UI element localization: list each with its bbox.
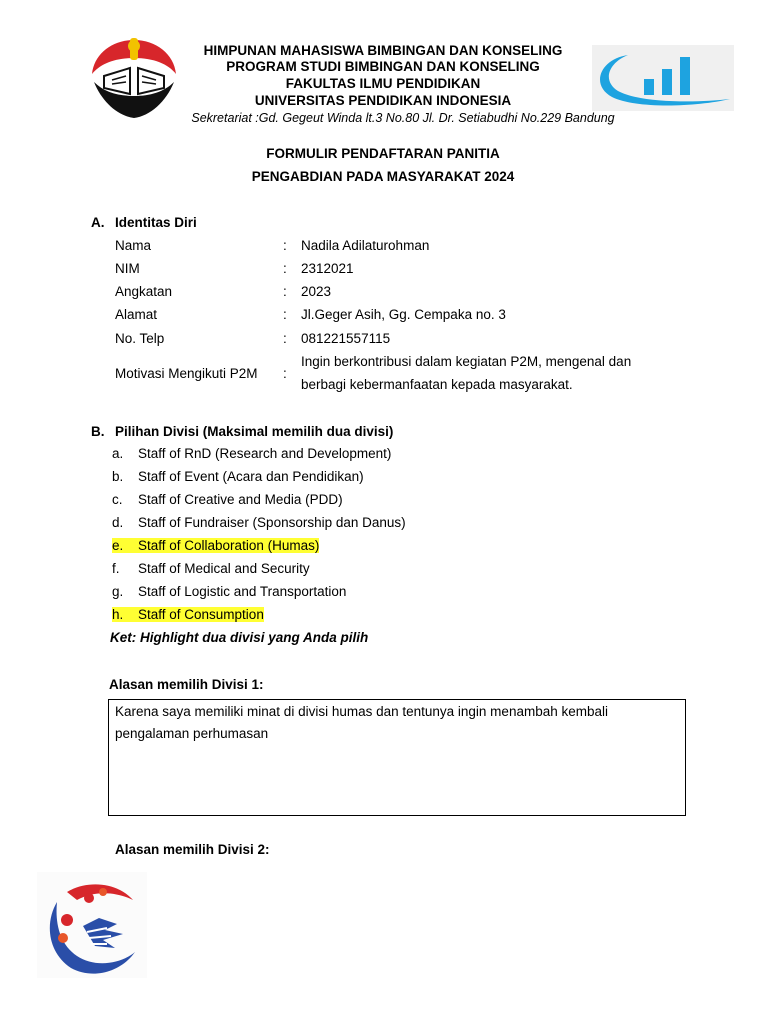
hand-figures-logo	[37, 872, 147, 978]
section-b-letter: B.	[91, 424, 105, 439]
org-name-line-1: HIMPUNAN MAHASISWA BIMBINGAN DAN KONSELING	[203, 43, 563, 58]
section-a-letter: A.	[91, 215, 105, 230]
division-item-g	[112, 584, 346, 599]
division-label: Staff of Medical and Security	[138, 561, 310, 576]
field-label-no-telp: No. Telp	[115, 331, 165, 346]
division-item-f	[112, 561, 310, 576]
reason-1-title: Alasan memilih Divisi 1:	[109, 677, 264, 692]
division-label: Staff of Collaboration (Humas)	[138, 538, 320, 553]
division-letter: b.	[112, 469, 124, 484]
division-label: Staff of Event (Acara dan Pendidikan)	[138, 469, 364, 484]
org-name-line-4: UNIVERSITAS PENDIDIKAN INDONESIA	[254, 93, 512, 108]
field-colon: :	[283, 261, 287, 276]
division-label: Staff of Fundraiser (Sponsorship dan Danus)	[138, 515, 406, 530]
section-a-title: Identitas Diri	[115, 215, 197, 230]
section-b-title: Pilihan Divisi (Maksimal memilih dua divisi)	[115, 424, 394, 439]
highlight-note: Ket: Highlight dua divisi yang Anda pilih	[110, 630, 369, 645]
division-item-e-selected	[112, 538, 319, 553]
division-letter: a.	[112, 446, 124, 461]
division-item-c	[112, 492, 343, 507]
division-label: Staff of Consumption	[138, 607, 264, 622]
division-letter: f.	[112, 561, 120, 576]
org-name-line-2: PROGRAM STUDI BIMBINGAN DAN KONSELING	[226, 59, 540, 74]
reason-2-title: Alasan memilih Divisi 2:	[115, 842, 270, 857]
form-title-line-1: FORMULIR PENDAFTARAN PANITIA	[266, 146, 500, 161]
field-colon: :	[283, 366, 287, 381]
division-letter: h.	[112, 607, 138, 622]
field-colon: :	[283, 238, 287, 253]
field-value-alamat: Jl.Geger Asih, Gg. Cempaka no. 3	[301, 307, 506, 322]
division-letter: g.	[112, 584, 124, 599]
field-label-angkatan: Angkatan	[115, 284, 173, 299]
field-label-nama: Nama	[115, 238, 152, 253]
field-value-angkatan: 2023	[301, 284, 332, 299]
reason-1-box[interactable]	[108, 699, 686, 816]
division-letter: d.	[112, 515, 124, 530]
field-value-motivasi: Ingin berkontribusi dalam kegiatan P2M, mengenal dan berbagi kebermanfaatan kepada masyarakat.	[301, 354, 632, 392]
field-label-motivasi: Motivasi Mengikuti P2M	[115, 366, 258, 381]
field-label-nim: NIM	[115, 261, 140, 276]
reason-1-text: Karena saya memiliki minat di divisi humas dan tentunya ingin menambah kembali pengalaman perhumasan	[115, 704, 608, 741]
division-label: Staff of Creative and Media (PDD)	[138, 492, 343, 507]
division-letter: c.	[112, 492, 123, 507]
field-colon: :	[283, 284, 287, 299]
division-letter: e.	[112, 538, 138, 553]
bar-chart-logo	[592, 45, 734, 111]
secretariat-address: Sekretariat :Gd. Gegeut Winda lt.3 No.80 Jl. Dr. Setiabudhi No.229 Bandung	[191, 111, 615, 125]
field-colon: :	[283, 307, 287, 322]
division-label: Staff of Logistic and Transportation	[138, 584, 347, 599]
division-item-d	[112, 515, 406, 530]
field-colon: :	[283, 331, 287, 346]
field-label-alamat: Alamat	[115, 307, 158, 322]
division-label: Staff of RnD (Research and Development)	[138, 446, 392, 461]
form-title-line-2: PENGABDIAN PADA MASYARAKAT 2024	[251, 169, 515, 184]
field-value-nama: Nadila Adilaturohman	[301, 238, 430, 253]
division-item-h-selected	[112, 607, 264, 622]
division-item-b	[112, 469, 364, 484]
field-value-nim: 2312021	[301, 261, 354, 276]
division-item-a	[112, 446, 391, 461]
field-value-no-telp: 081221557115	[301, 331, 391, 346]
org-name-line-3: FAKULTAS ILMU PENDIDIKAN	[285, 76, 481, 91]
